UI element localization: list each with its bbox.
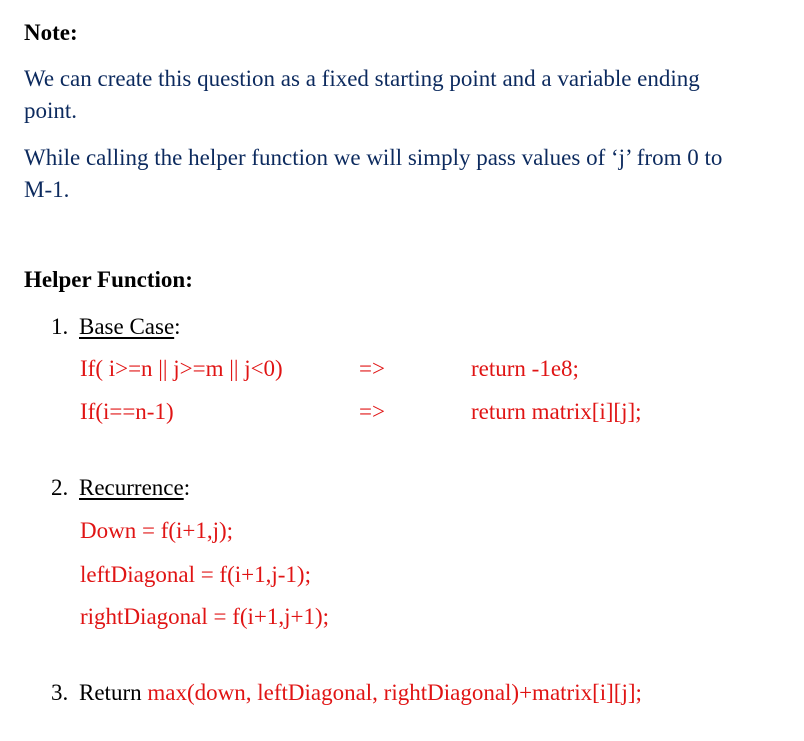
recurrence-colon: : <box>183 475 191 500</box>
return-label: Return <box>79 680 148 705</box>
recurrence-title: Recurrence <box>79 475 184 500</box>
note-paragraph-1: We can create this question as a fixed starting point and a variable ending point. <box>24 66 700 123</box>
return-expression: max(down, leftDiagonal, rightDiagonal)+matrix[i][j]; <box>147 680 642 705</box>
base-case-condition-1: If( i>=n || j>=m || j<0) <box>80 356 283 381</box>
base-case-result-2: return matrix[i][j]; <box>471 399 642 424</box>
step-number: 2. <box>51 475 69 500</box>
recurrence-line-left-diagonal: leftDiagonal = f(i+1,j-1); <box>80 562 311 587</box>
base-case-condition-2: If(i==n-1) <box>80 399 174 424</box>
base-case-arrow-1: => <box>359 356 385 381</box>
step-recurrence <box>51 473 190 503</box>
recurrence-line-right-diagonal: rightDiagonal = f(i+1,j+1); <box>80 604 330 629</box>
helper-function-heading: Helper Function: <box>24 267 193 292</box>
recurrence-line-down: Down = f(i+1,j); <box>80 518 234 543</box>
note-heading: Note: <box>24 20 78 45</box>
step-base-case <box>51 312 181 342</box>
step-return <box>51 678 642 708</box>
base-case-arrow-2: => <box>359 399 385 424</box>
step-number: 3. <box>51 680 69 705</box>
base-case-result-1: return -1e8; <box>471 356 579 381</box>
base-case-title: Base Case <box>79 314 175 339</box>
step-number: 1. <box>51 314 69 339</box>
base-case-colon: : <box>174 314 181 339</box>
note-paragraph-2: While calling the helper function we will simply pass values of ‘j’ from 0 to M-1. <box>24 145 723 202</box>
